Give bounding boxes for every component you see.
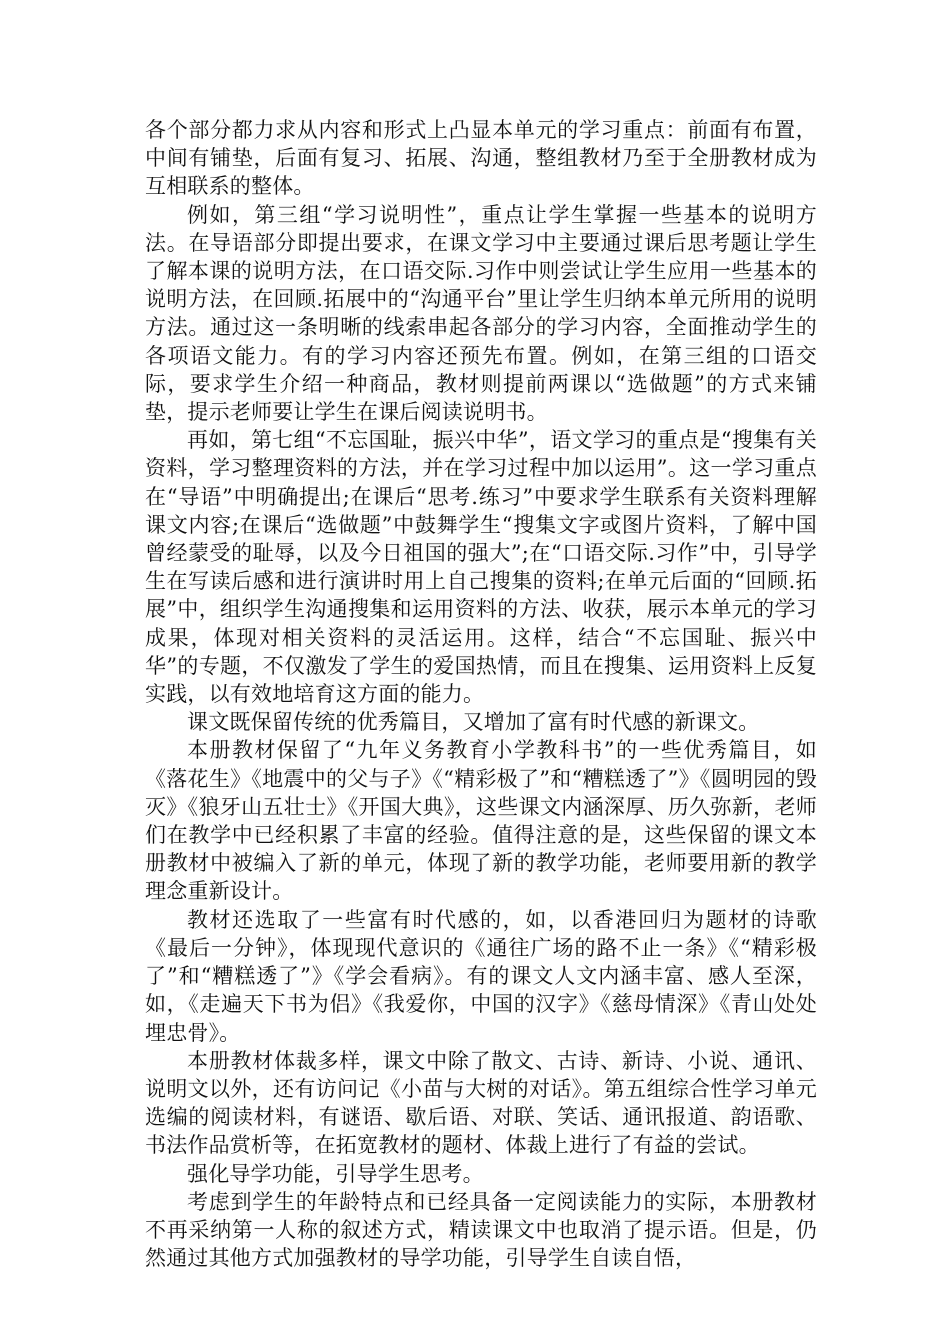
paragraph-6: 教材还选取了一些富有时代感的，如，以香港回归为题材的诗歌《最后一分钟》，体现现代意识的《通往广场的路不止一条》《“精彩极了”和“糟糕透了”》《学会看病》。有的课文人文内涵丰富、感人至深，如，《走遍天下书为侣》《我爱你，中国的汉字》《慈母情深》《青山处处埋忠骨》。 xyxy=(145,907,817,1045)
paragraph-1: 各个部分都力求从内容和形式上凸显本单元的学习重点：前面有布置，中间有铺垫，后面有复习、拓展、沟通，整组教材乃至于全册教材成为互相联系的整体。 xyxy=(145,118,817,199)
paragraph-9: 考虑到学生的年龄特点和已经具备一定阅读能力的实际，本册教材不再采纳第一人称的叙述方式，精读课文中也取消了提示语。但是，仍然通过其他方式加强教材的导学功能，引导学生自读自悟， xyxy=(145,1189,817,1271)
paragraph-8: 强化导学功能，引导学生思考。 xyxy=(187,1161,484,1186)
paragraph-4: 课文既保留传统的优秀篇目，又增加了富有时代感的新课文。 xyxy=(187,710,760,735)
paragraph-2: 例如，第三组“学习说明性”，重点让学生掌握一些基本的说明方法。在导语部分即提出要求，在课文学习中主要通过课后思考题让学生了解本课的说明方法，在口语交际.习作中则尝试让学生应用一些基本的说明方法，在回顾.拓展中的“沟通平台”里让学生归纳本单元所用的说明方法。通过这一条明晰的线索串起各部分的学习内容，全面推动学生的各项语文能力。有的学习内容还预先布置。例如，在第三组的口语交际，要求学生介绍一种商品，教材则提前两课以“选做题”的方式来铺垫，提示老师要让学生在课后阅读说明书。 xyxy=(145,202,817,425)
document-body xyxy=(145,116,817,1272)
paragraph-3: 再如，第七组“不忘国耻，振兴中华”，语文学习的重点是“搜集有关资料，学习整理资料的方法，并在学习过程中加以运用”。这一学习重点在“导语”中明确提出;在课后“思考.练习”中要求学生联系有关资料理解课文内容;在课后“选做题”中鼓舞学生“搜集文字或图片资料，了解中国曾经蒙受的耻辱，以及今日祖国的强大”;在“口语交际.习作”中，引导学生在写读后感和进行演讲时用上自己搜集的资料;在单元后面的“回顾.拓展”中，组织学生沟通搜集和运用资料的方法、收获，展示本单元的学习成果，体现对相关资料的灵活运用。这样，结合“不忘国耻、振兴中华”的专题，不仅激发了学生的爱国热情，而且在搜集、运用资料上反复实践，以有效地培育这方面的能力。 xyxy=(145,428,817,707)
paragraph-7: 本册教材体裁多样，课文中除了散文、古诗、新诗、小说、通讯、说明文以外，还有访问记《小苗与大树的对话》。第五组综合性学习单元选编的阅读材料，有谜语、歇后语、对联、笑话、通讯报道、韵语歌、书法作品赏析等，在拓宽教材的题材、体裁上进行了有益的尝试。 xyxy=(145,1048,817,1158)
paragraph-5: 本册教材保留了“九年义务教育小学教科书”的一些优秀篇目，如《落花生》《地震中的父与子》《“精彩极了”和“糟糕透了”》《圆明园的毁灭》《狼牙山五壮士》《开国大典》，这些课文内涵深厚、历久弥新，老师们在教学中已经积累了丰富的经验。值得注意的是，这些保留的课文本册教材中被编入了新的单元，体现了新的教学功能，老师要用新的教学理念重新设计。 xyxy=(145,738,817,904)
